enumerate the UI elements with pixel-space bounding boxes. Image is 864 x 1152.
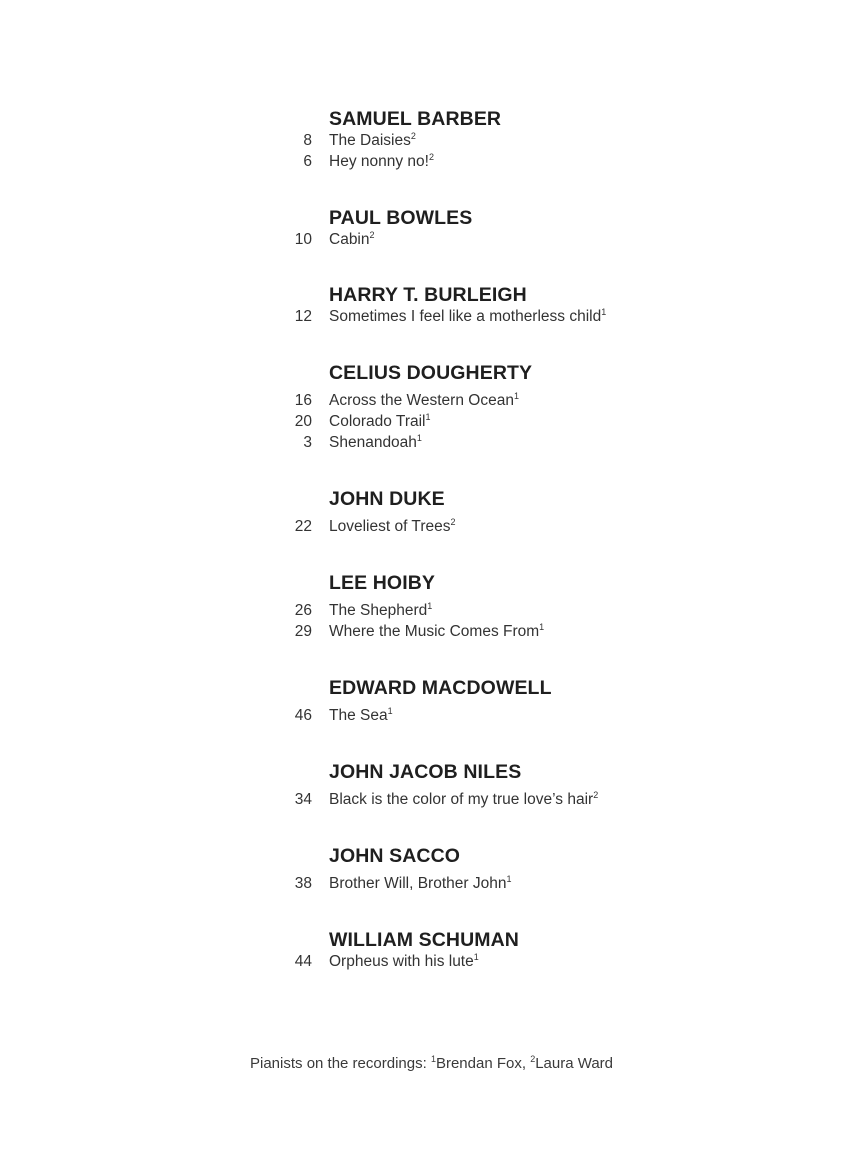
footnote-separator: , [521, 1055, 531, 1072]
composer-heading: EDWARD MACDOWELL [329, 677, 552, 699]
page-number: 16 [294, 392, 312, 409]
footnote-marker: 1 [430, 1054, 436, 1064]
song-title-text: The Sea [329, 707, 388, 724]
song-entry[interactable] [0, 873, 864, 895]
song-entry[interactable] [0, 951, 864, 973]
page-number: 3 [303, 434, 312, 451]
song-title-text: The Shepherd [329, 602, 428, 619]
page-number: 8 [303, 132, 312, 149]
composer-heading: SAMUEL BARBER [329, 108, 502, 130]
page-number: 26 [294, 602, 312, 619]
song-title [329, 951, 479, 973]
song-entry[interactable] [0, 705, 864, 727]
footnote-prefix: Pianists on the recordings: [250, 1055, 431, 1072]
page-number: 22 [294, 518, 312, 535]
song-title [329, 432, 422, 454]
pianist-footnote-marker: 2 [410, 131, 416, 141]
song-entry[interactable] [0, 411, 864, 433]
composer-heading: LEE HOIBY [329, 572, 435, 594]
song-entry[interactable] [0, 789, 864, 811]
song-title-text: Orpheus with his lute [329, 953, 474, 970]
pianist-name: Brendan Fox [435, 1055, 522, 1072]
song-title [329, 151, 434, 173]
page-number: 6 [303, 153, 312, 170]
song-title-text: Shenandoah [329, 434, 417, 451]
song-entry[interactable] [0, 516, 864, 538]
song-entry[interactable] [0, 229, 864, 251]
composer-heading: JOHN JACOB NILES [329, 761, 522, 783]
song-title [329, 229, 375, 251]
song-title-text: Cabin [329, 231, 370, 248]
song-title [329, 621, 544, 643]
song-title [329, 873, 511, 895]
song-title [329, 411, 431, 433]
pianist-footnote-marker: 2 [428, 152, 434, 162]
song-title-text: Brother Will, Brother John [329, 875, 507, 892]
song-entry[interactable] [0, 306, 864, 328]
pianist-footnote-marker: 2 [369, 230, 375, 240]
pianist-footnote-marker: 1 [539, 622, 545, 632]
song-title-text: Hey nonny no! [329, 153, 429, 170]
song-title [329, 516, 456, 538]
page-number: 34 [294, 791, 312, 808]
song-title-text: Colorado Trail [329, 413, 426, 430]
song-title-text: Loveliest of Trees [329, 518, 451, 535]
song-entry[interactable] [0, 130, 864, 152]
pianist-footnote-marker: 1 [427, 601, 433, 611]
page-number: 46 [294, 707, 312, 724]
song-title [329, 789, 598, 811]
composer-heading: HARRY T. BURLEIGH [329, 284, 527, 306]
pianist-footnote-marker: 1 [513, 391, 519, 401]
pianist-footnote-marker: 1 [473, 952, 479, 962]
song-title [329, 306, 606, 328]
song-title-text: Where the Music Comes From [329, 623, 540, 640]
pianist-footnote-marker: 2 [450, 517, 456, 527]
song-entry[interactable] [0, 600, 864, 622]
pianists-footnote [250, 1053, 613, 1075]
composer-heading: JOHN SACCO [329, 845, 461, 867]
pianist-name: Laura Ward [535, 1055, 614, 1072]
composer-heading: CELIUS DOUGHERTY [329, 362, 533, 384]
page-number: 10 [294, 231, 312, 248]
song-title [329, 130, 416, 152]
song-entry[interactable] [0, 390, 864, 412]
composer-heading: PAUL BOWLES [329, 207, 473, 229]
song-title-text: The Daisies [329, 132, 411, 149]
page-number: 44 [294, 953, 312, 970]
pianist-footnote-marker: 1 [506, 874, 512, 884]
song-title-text: Sometimes I feel like a motherless child [329, 308, 602, 325]
song-title [329, 600, 432, 622]
song-entry[interactable] [0, 432, 864, 454]
song-title-text: Across the Western Ocean [329, 392, 514, 409]
page-number: 38 [294, 875, 312, 892]
composer-heading: JOHN DUKE [329, 488, 445, 510]
footnote-marker: 2 [530, 1054, 536, 1064]
page-number: 29 [294, 623, 312, 640]
page-number: 20 [294, 413, 312, 430]
song-title [329, 705, 393, 727]
pianist-footnote-marker: 1 [416, 433, 422, 443]
composer-heading: WILLIAM SCHUMAN [329, 929, 519, 951]
pianist-footnote-marker: 1 [601, 307, 607, 317]
song-entry[interactable] [0, 151, 864, 173]
song-title [329, 390, 519, 412]
page-number: 12 [294, 308, 312, 325]
pianist-footnote-marker: 1 [425, 412, 431, 422]
pianist-footnote-marker: 1 [387, 706, 393, 716]
song-title-text: Black is the color of my true love’s hair [329, 791, 594, 808]
pianist-footnote-marker: 2 [593, 790, 599, 800]
song-entry[interactable] [0, 621, 864, 643]
